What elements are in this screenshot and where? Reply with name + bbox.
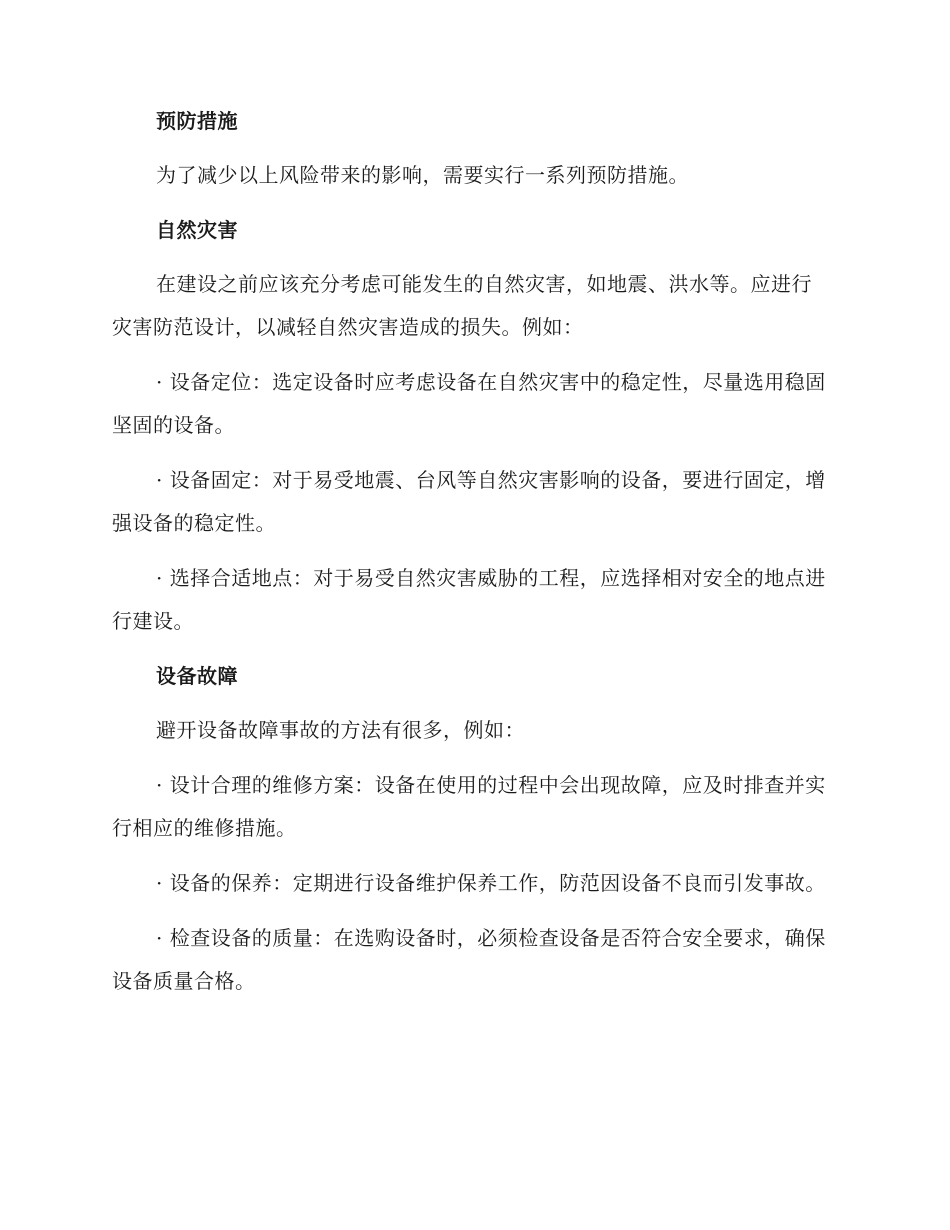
bullet-paragraph: · 选择合适地点：对于易受自然灾害威胁的工程，应选择相对安全的地点进行建设。 [112,566,826,633]
bullet-paragraph: · 设备固定：对于易受地震、台风等自然灾害影响的设备，要进行固定，增强设备的稳定性。 [112,468,826,535]
bullet-paragraph: · 设备定位：选定设备时应考虑设备在自然灾害中的稳定性，尽量选用稳固坚固的设备。 [112,370,826,437]
paragraph: 在建设之前应该充分考虑可能发生的自然灾害，如地震、洪水等。应进行灾害防范设计，以减轻自然灾害造成的损失。例如： [112,272,812,339]
section-natural-disaster [112,209,832,643]
paragraph: 避开设备故障事故的方法有很多，例如： [156,718,525,742]
bullet-paragraph: · 检查设备的质量：在选购设备时，必须检查设备是否符合安全要求，确保设备质量合格。 [112,926,826,993]
bullet-paragraph: · 设计合理的维修方案：设备在使用的过程中会出现故障，应及时排查并实行相应的维修措施。 [112,773,826,840]
document-page [112,100,832,1015]
section-equipment-failure [112,655,832,1003]
section-heading: 预防措施 [156,109,238,133]
section-heading: 设备故障 [156,664,238,688]
bullet-paragraph: · 设备的保养：定期进行设备维护保养工作，防范因设备不良而引发事故。 [156,871,826,895]
paragraph: 为了减少以上风险带来的影响，需要实行一系列预防措施。 [156,163,689,187]
section-prevention [112,100,832,197]
section-heading: 自然灾害 [156,218,238,242]
